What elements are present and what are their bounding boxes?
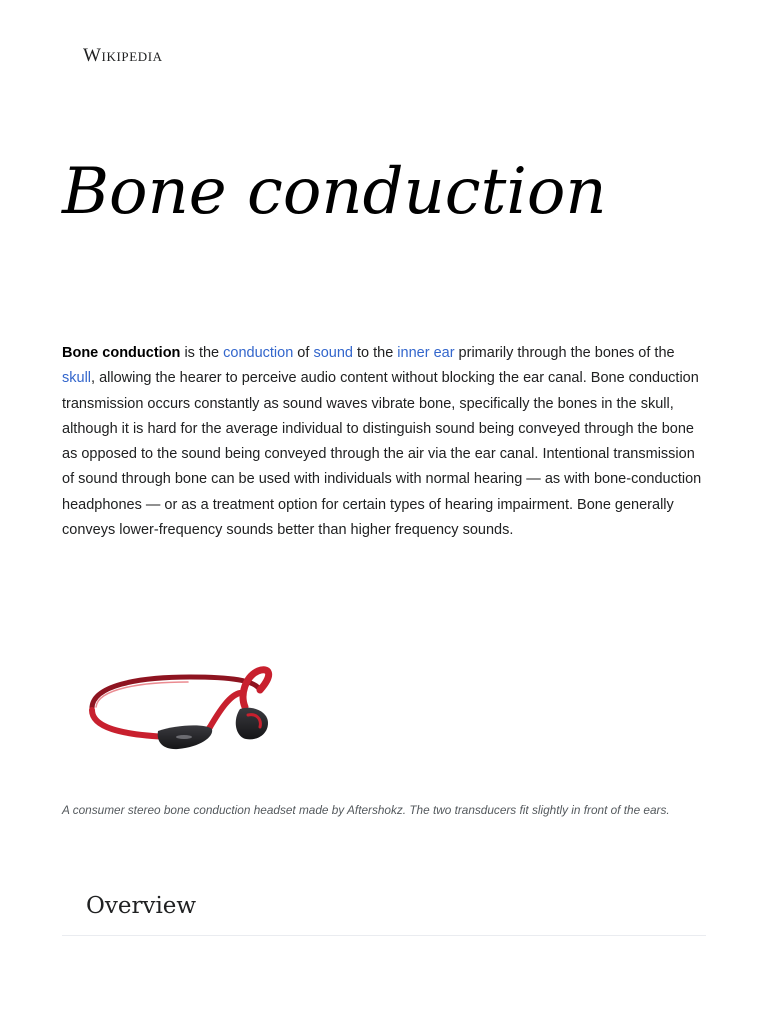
headset-pod-right (236, 708, 268, 740)
headset-illustration (80, 655, 280, 765)
link-skull[interactable]: skull (62, 370, 92, 387)
lead-text-4: primarily through the bones of the (454, 345, 675, 361)
link-inner-ear[interactable]: inner ear (397, 345, 455, 361)
lead-paragraph (62, 341, 706, 543)
section-divider (62, 935, 706, 936)
headset-image[interactable] (80, 655, 280, 765)
lead-text-3: to the (352, 345, 398, 361)
figure-caption: A consumer stereo bone conduction headset made by Aftershokz. The two transducers fit slightly in front of the ears. (62, 803, 670, 817)
lead-text-1: is the (180, 345, 224, 361)
lead-text-5: , allowing the hearer to perceive audio content without blocking the ear canal. Bone conduction transmission occurs constantly as sound waves vibrate bone, specifically the bones in the skull, although it is hard for the average individual to distinguish sound being conveyed through the bone as opposed to the sound being conveyed through the air via the ear canal. Intentional transmission of sound through bone can be used with individuals with normal hearing — as with bone-conduction headphones — or as a treatment option for certain types of hearing impairment. Bone generally conveys lower-frequency sounds better than higher frequency sounds. (62, 370, 702, 539)
link-conduction[interactable]: conduction (223, 345, 294, 361)
wikipedia-wordmark[interactable]: Wikipedia (83, 45, 163, 66)
section-heading-overview[interactable]: Overview (86, 893, 197, 919)
headset-hook-left (210, 693, 240, 727)
headset-logo-mark (176, 735, 192, 739)
lead-text-2: of (293, 345, 314, 361)
link-sound[interactable]: sound (313, 345, 353, 361)
bold-term: Bone conduction (62, 345, 181, 361)
page-title: Bone conduction (62, 155, 607, 229)
